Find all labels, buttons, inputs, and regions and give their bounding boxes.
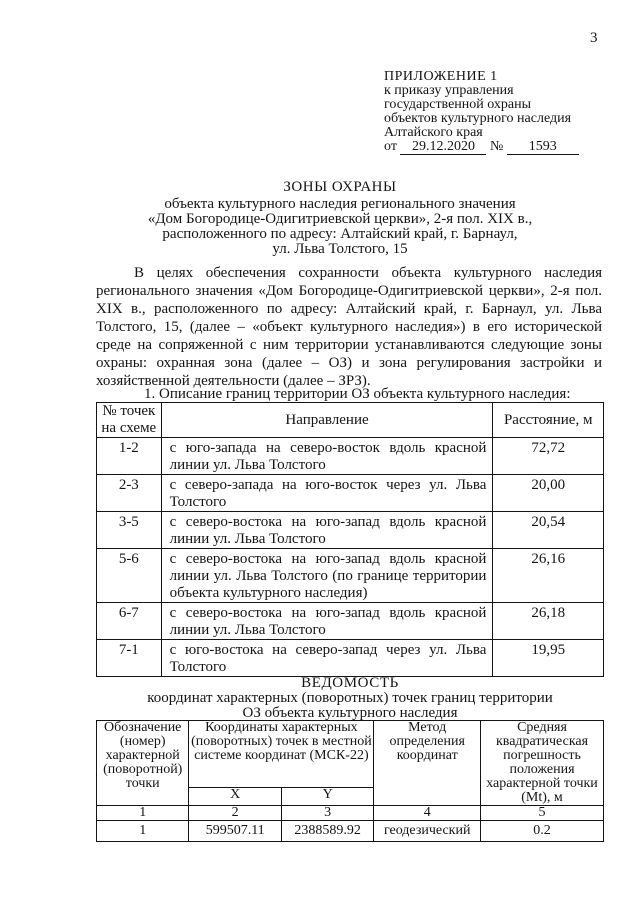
header-designation: Обозначение (номер) характерной (поворотной) точки <box>97 721 189 806</box>
cell-points: 6-7 <box>97 603 162 640</box>
document-title: ЗОНЫ ОХРАНЫ <box>283 179 397 195</box>
appendix-line: Алтайского края <box>384 125 483 140</box>
heading-line: «Дом Богородице-Одигитриевской церкви», 2-я пол. XIX в., <box>147 211 533 227</box>
vedomost-line: координат характерных (поворотных) точек границ территории <box>147 690 553 706</box>
coordinates-table <box>96 720 604 842</box>
appendix-date-line <box>384 140 614 155</box>
cell-direction: с северо-запада на юго-восток через ул. Льва Толстого <box>161 475 493 512</box>
cell-points: 2-3 <box>97 475 162 512</box>
cell-distance: 72,72 <box>493 438 604 475</box>
cell-points: 1-2 <box>97 438 162 475</box>
cell-distance: 26,16 <box>493 549 604 603</box>
appendix-block <box>384 70 614 155</box>
header-method: Метод определения координат <box>374 721 481 806</box>
table-header-row <box>97 721 604 788</box>
vedomost-title: ВЕДОМОСТЬ <box>301 675 399 691</box>
vedomost-line: ОЗ объекта культурного наследия <box>242 705 458 721</box>
cell-points: 5-6 <box>97 549 162 603</box>
order-date: 29.12.2020 <box>400 140 486 155</box>
header-x: X <box>189 787 281 805</box>
cell-direction: с юго-востока на северо-запад через ул. Льва Толстого <box>161 640 493 677</box>
intro-paragraph-block <box>96 264 602 390</box>
appendix-line: объектов культурного наследия <box>384 111 572 126</box>
date-prefix: от <box>384 139 397 154</box>
table-index-row <box>97 806 604 821</box>
cell-direction: с юго-запада на северо-восток вдоль красной линии ул. Льва Толстого <box>161 438 493 475</box>
heading-line: расположенного по адресу: Алтайский край, г. Барнаул, <box>162 226 518 242</box>
header-error: Средняя квадратическая погрешность положения характерной точки (Mt), м <box>481 721 604 806</box>
cell-method: геодезический <box>374 821 481 842</box>
table-row <box>97 603 604 640</box>
cell-point: 1 <box>97 821 189 842</box>
heading-line: объекта культурного наследия регионального значения <box>164 196 516 212</box>
document-heading <box>120 180 560 257</box>
cell-error: 0.2 <box>481 821 604 842</box>
order-number: 1593 <box>507 140 579 155</box>
header-distance: Расстояние, м <box>493 403 604 438</box>
intro-paragraph: В целях обеспечения сохранности объекта культурного наследия регионального значения «Дом Богородице-Одигитриевской церкви», 2-я пол. XIX в., расположенного по адресу: Алтайский край, г. Барнаул, ул. Льва Толстого, 15, (далее – «объект культурного наследия») в его исторической среде на сопряженной с ним территории устанавливаются следующие зоны охраны: охранная зона (далее – ОЗ) и зона регулирования застройки и хозяйственной деятельности (далее – ЗРЗ). <box>96 265 602 389</box>
cell-points: 3-5 <box>97 512 162 549</box>
appendix-line: государственной охраны <box>384 97 532 112</box>
cell-distance: 20,54 <box>493 512 604 549</box>
cell-direction: с северо-востока на юго-запад вдоль красной линии ул. Льва Толстого (по границе территории объекта культурного наследия) <box>161 549 493 603</box>
cell-points: 7-1 <box>97 640 162 677</box>
table-row <box>97 640 604 677</box>
heading-line: ул. Льва Толстого, 15 <box>272 241 408 257</box>
section-title: 1. Описание границ территории ОЗ объекта культурного наследия: <box>144 386 571 402</box>
appendix-title: ПРИЛОЖЕНИЕ 1 <box>384 69 498 84</box>
table-row <box>97 512 604 549</box>
boundary-table <box>96 402 604 677</box>
vedomost-heading <box>100 676 600 721</box>
index-cell: 5 <box>481 806 604 821</box>
cell-direction: с северо-востока на юго-запад вдоль красной линии ул. Льва Толстого <box>161 512 493 549</box>
header-coordinates: Координаты характерных (поворотных) точек в местной системе координат (МСК-22) <box>189 721 374 788</box>
page-number: 3 <box>590 30 598 46</box>
table-row <box>97 821 604 842</box>
header-direction: Направление <box>161 403 493 438</box>
header-points: № точек на схеме <box>97 403 162 438</box>
number-sign: № <box>489 139 504 154</box>
cell-distance: 26,18 <box>493 603 604 640</box>
index-cell: 4 <box>374 806 481 821</box>
cell-y: 2388589.92 <box>281 821 373 842</box>
header-y: Y <box>281 787 373 805</box>
index-cell: 3 <box>281 806 373 821</box>
index-cell: 1 <box>97 806 189 821</box>
table-row <box>97 475 604 512</box>
index-cell: 2 <box>189 806 281 821</box>
appendix-line: к приказу управления <box>384 83 514 98</box>
cell-x: 599507.11 <box>189 821 281 842</box>
table-row <box>97 438 604 475</box>
cell-direction: с северо-востока на юго-запад вдоль красной линии ул. Льва Толстого <box>161 603 493 640</box>
table-row <box>97 549 604 603</box>
cell-distance: 19,95 <box>493 640 604 677</box>
table-header-row <box>97 403 604 438</box>
cell-distance: 20,00 <box>493 475 604 512</box>
